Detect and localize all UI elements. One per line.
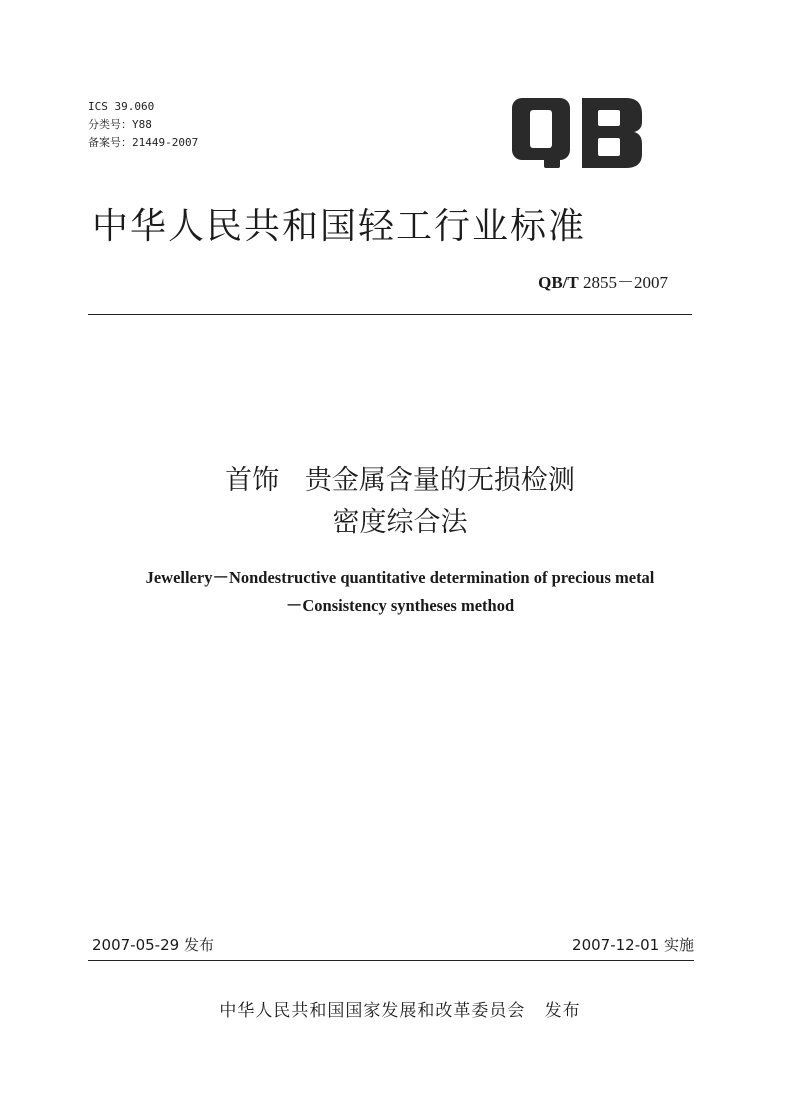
english-title-line-1: Jewellery－Nondestructive quantitative determination of precious metal [145,568,655,587]
standard-number-value: 2855－2007 [583,273,668,292]
top-divider [88,314,692,315]
english-title-line-2: －Consistency syntheses method [285,596,515,615]
classification-number: 分类号：Y88 [88,118,152,131]
standard-code: QB/T [538,273,579,292]
issue-date: 2007-05-29 发布 [92,936,214,954]
ics-code: ICS 39.060 [88,100,155,113]
standard-organization-title: 中华人民共和国轻工行业标准 [92,206,587,247]
bottom-divider [88,960,694,961]
implementation-date: 2007-12-01 实施 [572,936,694,954]
qb-logo [510,96,644,170]
chinese-title-line-2: 密度综合法 [332,507,468,538]
record-number: 备案号：21449-2007 [88,136,199,149]
document-meta [88,98,198,152]
logo-text: QB [510,96,512,97]
chinese-title-line-1: 首饰 贵金属含量的无损检测 [225,465,575,496]
standard-number [538,268,668,293]
publisher: 中华人民共和国国家发展和改革委员会 发布 [219,1001,581,1021]
